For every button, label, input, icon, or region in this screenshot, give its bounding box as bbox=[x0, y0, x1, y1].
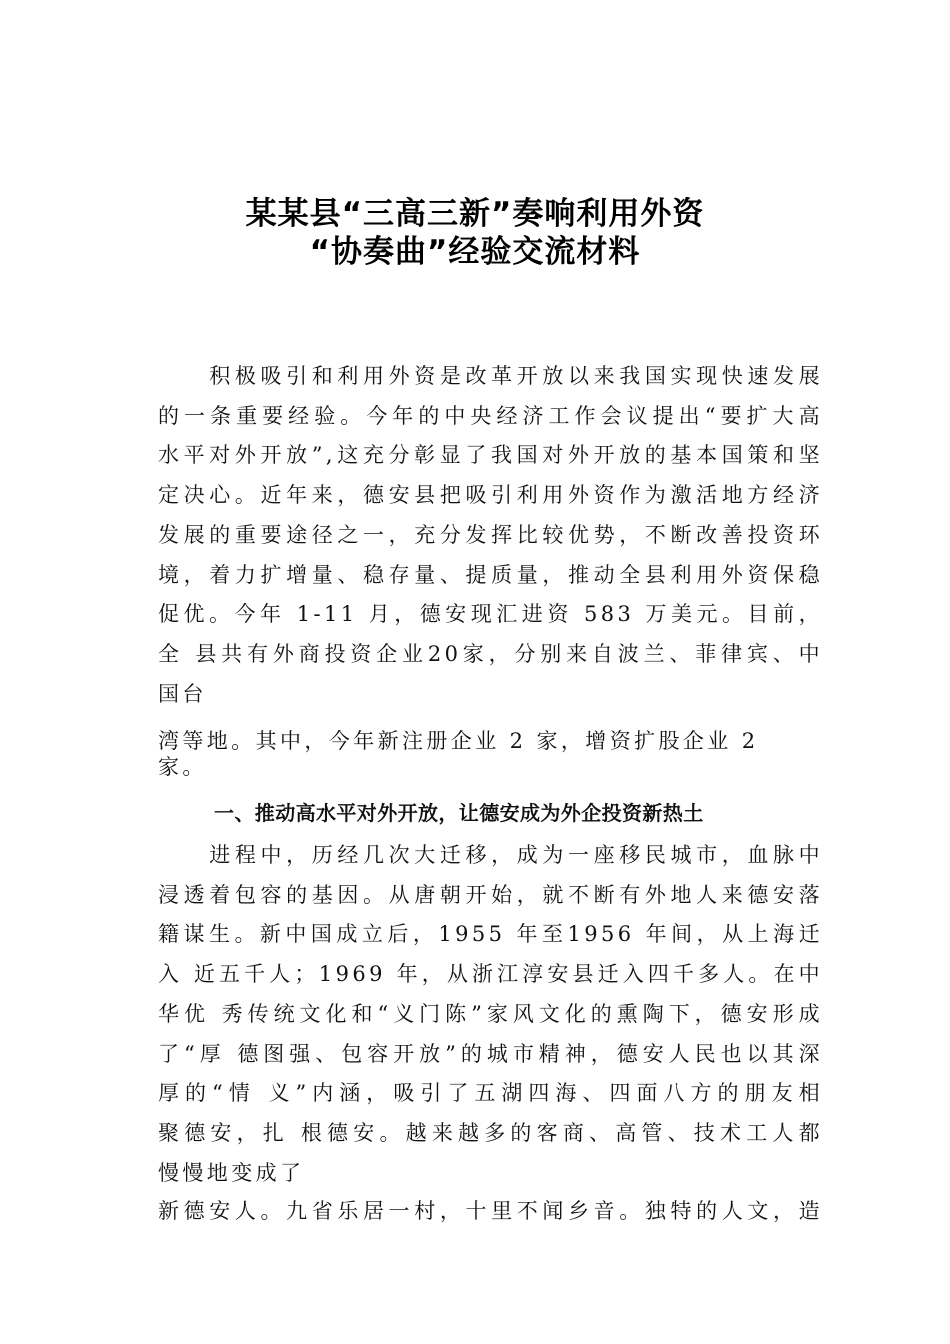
paragraph-final bbox=[158, 1192, 823, 1232]
text-line: 积极吸引和利用外资是改革开放以来我国实现快速发展 bbox=[158, 364, 823, 388]
paragraph-intro bbox=[158, 357, 823, 714]
text-line: 促优。今年 1-11 月，德安现汇进资 583 万美元。目前， bbox=[158, 602, 823, 627]
text-line: 籍谋生。新中国成立后，1955 年至1956 年间，从上海迁 bbox=[158, 922, 823, 947]
document-title-line-1: 某某县“三高三新”奏响利用外资 bbox=[245, 196, 705, 232]
text-line: 浸透着包容的基因。从唐朝开始，就不断有外地人来德安落 bbox=[158, 882, 823, 907]
text-line: 国台 bbox=[158, 681, 207, 706]
text-line: 聚德安，扎 根德安。越来越多的客商、高管、技术工人都 bbox=[158, 1120, 823, 1145]
text-line: 境，着力扩增量、稳存量、提质量，推动全县利用外资保稳 bbox=[158, 562, 823, 587]
paragraph-continuation bbox=[158, 728, 823, 780]
section-heading: 一、推动高水平对外开放，让德安成为外企投资新热土 bbox=[214, 801, 704, 825]
text-line: 全 县共有外商投资企业20家，分别来自波兰、菲律宾、中 bbox=[158, 641, 823, 666]
text-line: 定决心。近年来，德安县把吸引利用外资作为激活地方经济 bbox=[158, 483, 823, 508]
document-title-line-2: “协奏曲”经验交流材料 bbox=[309, 234, 641, 270]
text-line: 慢慢地变成了 bbox=[158, 1160, 305, 1185]
paragraph-section-body bbox=[158, 836, 823, 1193]
text-line: 新德安人。九省乐居一村，十里不闻乡音。独特的人文，造 bbox=[158, 1199, 823, 1223]
text-line: 进程中，历经几次大迁移，成为一座移民城市，血脉中 bbox=[158, 843, 823, 867]
text-line: 湾等地。其中，今年新注册企业 2 家，增资扩股企业 2 bbox=[158, 729, 759, 753]
text-line: 发展的重要途径之一，充分发挥比较优势，不断改善投资环 bbox=[158, 522, 823, 547]
text-line: 华优 秀传统文化和“义门陈”家风文化的熏陶下，德安形成 bbox=[158, 1001, 823, 1026]
text-line: 家。 bbox=[158, 755, 207, 779]
text-line: 了“厚 德图强、包容开放”的城市精神，德安人民也以其深 bbox=[158, 1041, 823, 1066]
text-line: 的一条重要经验。今年的中央经济工作会议提出“要扩大高 bbox=[158, 403, 823, 428]
text-line: 厚的“情 义”内涵，吸引了五湖四海、四面八方的朋友相 bbox=[158, 1081, 823, 1106]
text-line: 入 近五千人；1969 年，从浙江淳安县迁入四千多人。在中 bbox=[158, 962, 823, 987]
text-line: 水平对外开放”,这充分彰显了我国对外开放的基本国策和坚 bbox=[158, 443, 823, 468]
